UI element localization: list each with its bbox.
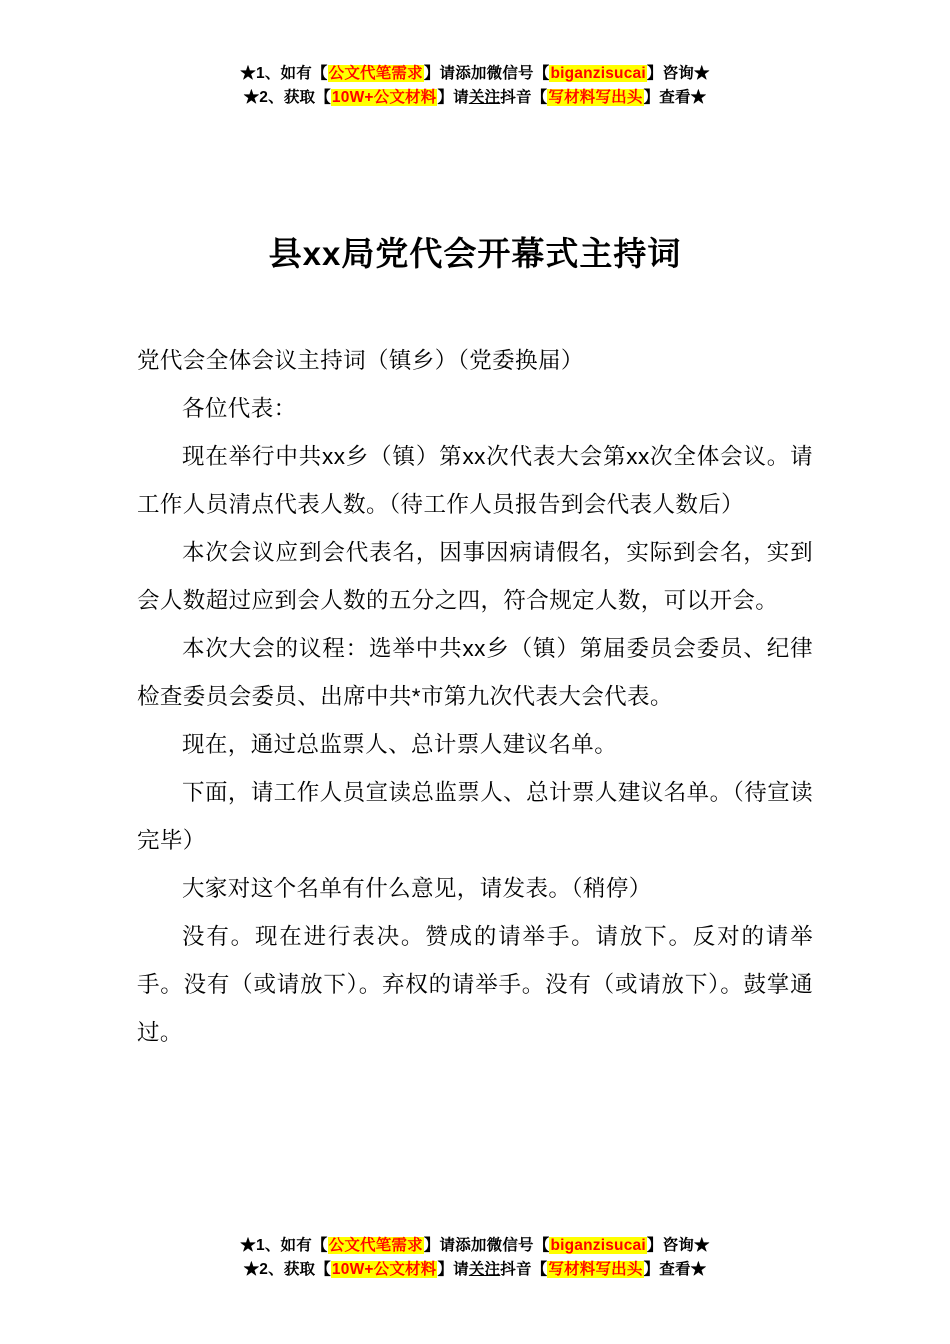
promo-line2-suffix: 】查看★ bbox=[643, 1260, 707, 1278]
paragraph: 现在举行中共xx乡（镇）第xx次代表大会第xx次全体会议。请工作人员清点代表人数。（待工作人员报告到会代表人数后） bbox=[137, 444, 813, 518]
promo-line2-highlight-1: 10W+公文材料 bbox=[331, 89, 437, 107]
promo-line1-highlight-1: 公文代笔需求 bbox=[328, 65, 423, 82]
promo-line2-underline: 关注 bbox=[468, 1260, 501, 1278]
promo-banner-line-2 bbox=[0, 1258, 950, 1282]
paragraph: 党代会全体会议主持词（镇乡）（党委换届） bbox=[137, 348, 584, 374]
promo-line1-highlight-1: 公文代笔需求 bbox=[328, 1236, 423, 1254]
promo-line2-prefix: ★2、获取【 bbox=[243, 1260, 331, 1278]
promo-line2-highlight-2: 写材料写出头 bbox=[548, 1260, 643, 1278]
promo-banner-line-1 bbox=[0, 1234, 950, 1258]
paragraph: 本次会议应到会代表名，因事因病请假名，实际到会名，实到会人数超过应到会人数的五分之四，符合规定人数，可以开会。 bbox=[137, 540, 813, 614]
promo-line1-highlight-2: biganzisucai bbox=[550, 65, 646, 82]
promo-line1-prefix: ★1、如有【 bbox=[240, 65, 328, 82]
promo-line1-highlight-2: biganzisucai bbox=[550, 1236, 646, 1254]
paragraph: 下面，请工作人员宣读总监票人、总计票人建议名单。（待宣读完毕） bbox=[137, 780, 813, 854]
promo-line1-mid: 】请添加微信号【 bbox=[423, 1236, 550, 1254]
paragraph: 现在，通过总监票人、总计票人建议名单。 bbox=[182, 732, 618, 758]
promo-banner-line-2 bbox=[137, 86, 813, 110]
promo-banner-top bbox=[137, 0, 813, 110]
paragraph: 各位代表： bbox=[182, 396, 297, 422]
promo-line1-suffix: 】咨询★ bbox=[646, 1236, 710, 1254]
promo-line2-mid: 】请 bbox=[437, 89, 469, 107]
promo-line2-mid: 】请 bbox=[437, 1260, 469, 1278]
page-title: 县xx局党代会开幕式主持词 bbox=[268, 235, 682, 273]
promo-banner-bottom bbox=[0, 1234, 950, 1282]
promo-line2-suffix: 】查看★ bbox=[643, 89, 707, 107]
paragraph: 本次大会的议程：选举中共xx乡（镇）第届委员会委员、纪律检查委员会委员、出席中共*市第九次代表大会代表。 bbox=[137, 636, 813, 710]
document-body bbox=[137, 337, 813, 1057]
promo-line2-prefix: ★2、获取【 bbox=[243, 89, 331, 107]
promo-line2-highlight-2: 写材料写出头 bbox=[548, 89, 643, 107]
paragraph: 没有。现在进行表决。赞成的请举手。请放下。反对的请举手。没有（或请放下）。弃权的请举手。没有（或请放下）。鼓掌通过。 bbox=[137, 924, 813, 1046]
promo-line1-prefix: ★1、如有【 bbox=[240, 1236, 328, 1254]
promo-line2-highlight-1: 10W+公文材料 bbox=[331, 1260, 437, 1278]
promo-line2-mid2: 抖音【 bbox=[500, 1260, 548, 1278]
promo-banner-line-1 bbox=[137, 62, 813, 86]
promo-line1-suffix: 】咨询★ bbox=[646, 65, 710, 82]
promo-line2-mid2: 抖音【 bbox=[500, 89, 548, 107]
promo-line1-mid: 】请添加微信号【 bbox=[423, 65, 550, 82]
promo-line2-underline: 关注 bbox=[468, 89, 501, 107]
paragraph: 大家对这个名单有什么意见，请发表。（稍停） bbox=[182, 876, 652, 902]
